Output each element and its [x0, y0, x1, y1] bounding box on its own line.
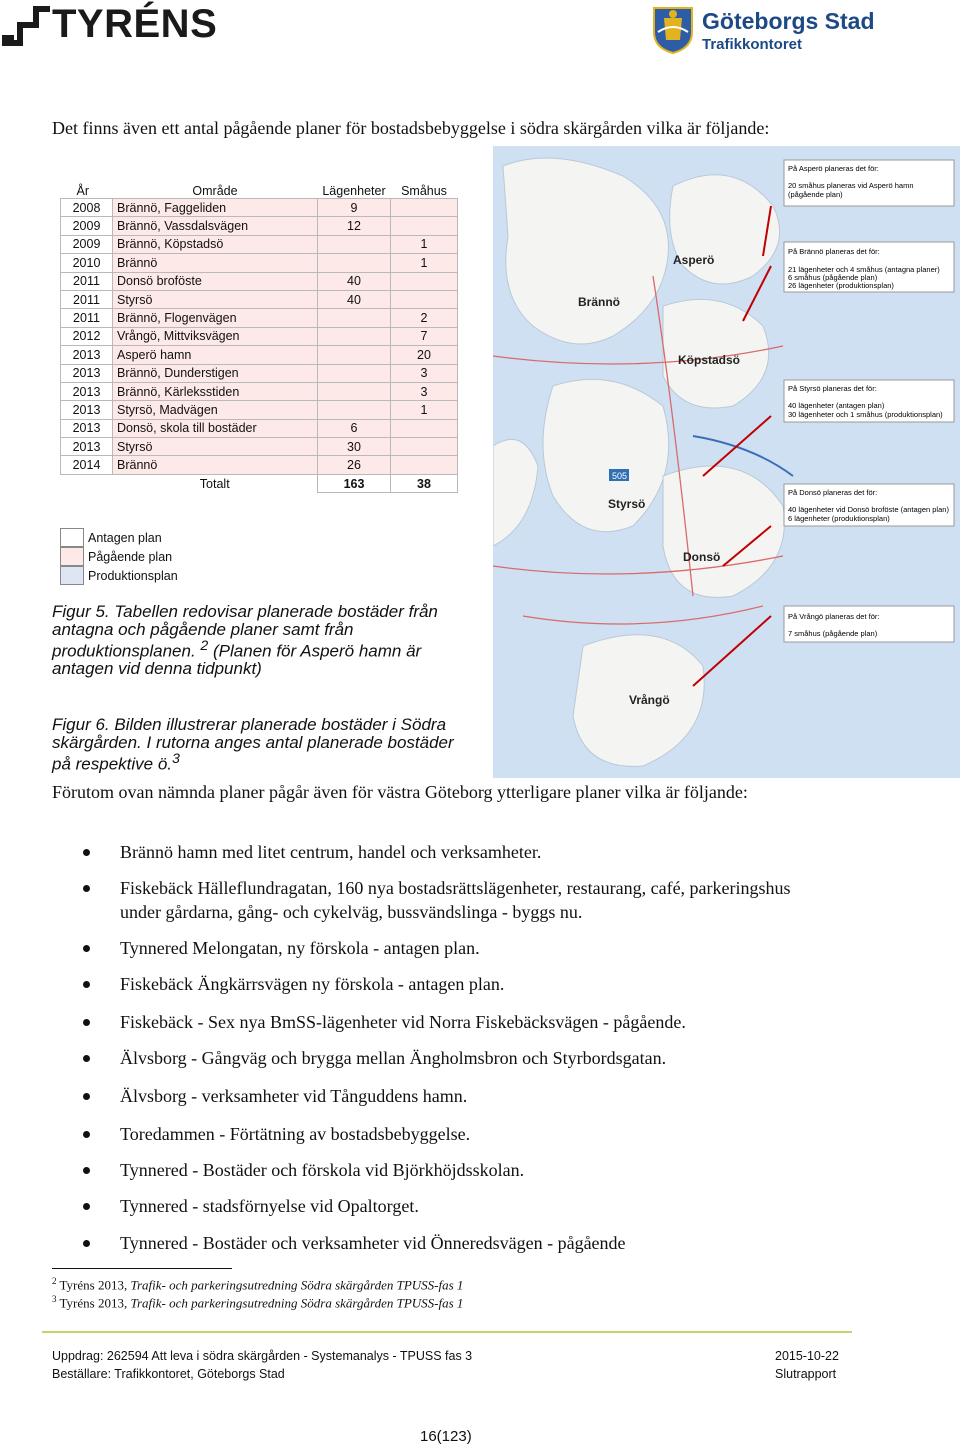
table-row	[61, 199, 458, 217]
page-number: 16(123)	[420, 1428, 472, 1445]
cell-apartments	[318, 382, 391, 400]
bullet-icon	[83, 1093, 90, 1100]
cell-area: Styrsö, Madvägen	[113, 401, 318, 419]
svg-text:På Styrsö planeras det för:: På Styrsö planeras det för:	[788, 384, 877, 393]
list-item-text: Toredammen - Förtätning av bostadsbebyggelse.	[120, 1124, 471, 1144]
list-item-text: Fiskebäck - Sex nya BmSS-lägenheter vid Norra Fiskebäcksvägen - pågående.	[120, 1012, 686, 1032]
svg-text:30 lägenheter och 1 småhus (pr: 30 lägenheter och 1 småhus (produktionsplan)	[788, 410, 943, 419]
figure-5-caption: Figur 5. Tabellen redovisar planerade bostäder från antagna och pågående planer samt från produktionsplanen. $^2$ (Planen för Asperö hamn är antagen vid denna tidpunkt)	[52, 602, 438, 679]
cell-apartments: 40	[318, 290, 391, 308]
footer-date: 2015-10-22	[775, 1349, 839, 1363]
tyrens-wordmark: TYRÉNS	[52, 2, 218, 46]
tyrens-mark-icon	[2, 3, 52, 53]
table-row	[61, 438, 458, 456]
table-row	[61, 217, 458, 235]
cell-houses: 2	[391, 309, 458, 327]
list-item-text: Älvsborg - Gångväg och brygga mellan Ängholmsbron och Styrbordsgatan.	[120, 1048, 667, 1068]
cell-area: Brännö, Köpstadsö	[113, 235, 318, 253]
goteborgs-stad-logo	[650, 2, 950, 58]
bullet-icon	[83, 981, 90, 988]
cell-year: 2008	[61, 199, 113, 217]
cell-year: 2014	[61, 456, 113, 474]
cell-houses: 7	[391, 327, 458, 345]
cell-apartments	[318, 235, 391, 253]
info-box-donso	[784, 484, 954, 526]
legend-swatch	[60, 547, 84, 566]
tyrens-logo	[0, 0, 230, 56]
cell-apartments: 9	[318, 199, 391, 217]
svg-text:7 småhus (pågående plan): 7 småhus (pågående plan)	[788, 629, 878, 638]
bullet-icon	[83, 885, 90, 892]
table-row	[61, 456, 458, 474]
cell-area: Styrsö	[113, 290, 318, 308]
legend-swatch	[60, 566, 84, 585]
cell-year: 2009	[61, 217, 113, 235]
cell-area: Donsö broföste	[113, 272, 318, 290]
cell-apartments	[318, 254, 391, 272]
cell-apartments: 12	[318, 217, 391, 235]
cell-year: 2010	[61, 254, 113, 272]
info-box-aspero	[784, 160, 954, 206]
svg-text:På Vrångö planeras det för:: På Vrångö planeras det för:	[788, 612, 880, 621]
cell-houses: 3	[391, 364, 458, 382]
table-row	[61, 309, 458, 327]
table-row	[61, 346, 458, 364]
cell-year: 2009	[61, 235, 113, 253]
table-row	[61, 254, 458, 272]
svg-text:40 lägenheter vid Donsö brofös: 40 lägenheter vid Donsö broföste (antagen plan)	[788, 505, 949, 514]
archipelago-map	[493, 146, 960, 778]
figure-6-caption: Figur 6. Bilden illustrerar planerade bostäder i Södra skärgården. I rutorna anges antal planerade bostäder på respektive ö.$^3$	[52, 715, 454, 774]
cell-houses: 20	[391, 346, 458, 364]
list-item-text: Tynnered Melongatan, ny förskola - antagen plan.	[120, 938, 480, 958]
cell-houses: 1	[391, 235, 458, 253]
paragraph-2: Förutom ovan nämnda planer pågår även för västra Göteborg ytterligare planer vilka är följande:	[52, 782, 748, 802]
bullet-icon	[83, 1167, 90, 1174]
cell-year: 2011	[61, 309, 113, 327]
table-row	[61, 272, 458, 290]
cell-apartments: 26	[318, 456, 391, 474]
city-crest-icon	[650, 2, 696, 54]
total-label: Totalt	[199, 476, 230, 491]
svg-text:På Asperö planeras det för:: På Asperö planeras det för:	[788, 164, 879, 173]
cell-apartments	[318, 309, 391, 327]
table-row	[61, 419, 458, 437]
col-houses: Småhus	[401, 184, 447, 198]
cell-apartments	[318, 401, 391, 419]
legend-swatch	[60, 528, 84, 547]
cell-houses	[391, 438, 458, 456]
label-styrso: Styrsö	[608, 497, 646, 511]
footnote-2: $^2$ Tyréns 2013, Trafik- och parkeringsutredning Södra skärgården TPUSS-fas 1	[52, 1276, 464, 1293]
cell-area: Styrsö	[113, 438, 318, 456]
bullet-icon	[83, 1131, 90, 1138]
svg-text:På Brännö planeras det för:: På Brännö planeras det för:	[788, 247, 880, 256]
svg-text:(pågående plan): (pågående plan)	[788, 190, 843, 199]
cell-year: 2011	[61, 272, 113, 290]
info-box-styrso	[784, 380, 954, 422]
svg-text:6 lägenheter (produktionsplan): 6 lägenheter (produktionsplan)	[788, 514, 890, 523]
list-item-text: Fiskebäck Ängkärrsvägen ny förskola - antagen plan.	[120, 974, 505, 994]
bullet-icon	[83, 1019, 90, 1026]
cell-apartments: 6	[318, 419, 391, 437]
cell-area: Brännö, Kärleksstiden	[113, 382, 318, 400]
footer-rule	[42, 1331, 852, 1333]
cell-apartments: 30	[318, 438, 391, 456]
label-donso: Donsö	[683, 550, 721, 564]
table-row	[61, 327, 458, 345]
label-kopstadso: Köpstadsö	[678, 353, 741, 367]
cell-year: 2013	[61, 382, 113, 400]
bullet-icon	[83, 945, 90, 952]
bullet-icon	[83, 1240, 90, 1247]
cell-houses	[391, 456, 458, 474]
cell-area: Brännö, Dunderstigen	[113, 364, 318, 382]
table-legend	[60, 528, 178, 585]
cell-year: 2013	[61, 364, 113, 382]
table-row	[61, 382, 458, 400]
footer-report: Slutrapport	[775, 1367, 837, 1381]
svg-text:6 småhus (pågående plan): 6 småhus (pågående plan)	[788, 273, 878, 282]
label-vrango: Vrångö	[629, 693, 670, 707]
gs-subtitle: Trafikkontoret	[702, 36, 803, 53]
total-houses: 38	[391, 474, 458, 492]
label-road: 505	[612, 471, 628, 481]
cell-area: Asperö hamn	[113, 346, 318, 364]
info-box-vrango	[784, 606, 954, 642]
col-apartments: Lägenheter	[322, 184, 386, 198]
footer-client: Beställare: Trafikkontoret, Göteborgs Stad	[52, 1367, 285, 1381]
table-row	[61, 290, 458, 308]
col-year: År	[76, 184, 89, 198]
cell-houses	[391, 419, 458, 437]
cell-apartments	[318, 364, 391, 382]
footnote-3: $^3$ Tyréns 2013, Trafik- och parkeringsutredning Södra skärgården TPUSS-fas 1	[52, 1294, 464, 1311]
cell-houses	[391, 272, 458, 290]
cell-area: Brännö, Faggeliden	[113, 199, 318, 217]
list-item-text: Tynnered - Bostäder och förskola vid Björkhöjdsskolan.	[120, 1160, 525, 1180]
cell-year: 2012	[61, 327, 113, 345]
cell-year: 2013	[61, 346, 113, 364]
svg-text:21 lägenheter och 4 småhus (an: 21 lägenheter och 4 småhus (antagna planer)	[788, 265, 940, 274]
svg-text:40 lägenheter (antagen plan): 40 lägenheter (antagen plan)	[788, 401, 885, 410]
cell-houses	[391, 199, 458, 217]
table-row	[61, 235, 458, 253]
gs-title: Göteborgs Stad	[702, 8, 875, 34]
cell-year: 2013	[61, 438, 113, 456]
cell-year: 2011	[61, 290, 113, 308]
cell-apartments: 40	[318, 272, 391, 290]
list-item-text: Tynnered - Bostäder och verksamheter vid Önneredsvägen - pågående	[120, 1233, 626, 1253]
table-row	[61, 401, 458, 419]
housing-plan-table	[60, 178, 458, 493]
cell-area: Brännö, Vassdalsvägen	[113, 217, 318, 235]
cell-houses: 1	[391, 254, 458, 272]
label-branno: Brännö	[578, 295, 620, 309]
svg-text:26 lägenheter (produktionsplan: 26 lägenheter (produktionsplan)	[788, 281, 894, 290]
svg-text:20 småhus planeras vid Asperö: 20 småhus planeras vid Asperö hamn	[788, 181, 914, 190]
cell-houses	[391, 290, 458, 308]
list-item-text: Brännö hamn med litet centrum, handel och verksamheter.	[120, 842, 542, 862]
label-aspero: Asperö	[673, 253, 715, 267]
cell-houses: 3	[391, 382, 458, 400]
info-box-branno	[784, 242, 954, 292]
cell-year: 2013	[61, 401, 113, 419]
footer-assignment: Uppdrag: 262594 Att leva i södra skärgården - Systemanalys - TPUSS fas 3	[52, 1349, 473, 1363]
bullet-icon	[83, 1055, 90, 1062]
svg-text:På Donsö planeras det för:: På Donsö planeras det för:	[788, 488, 878, 497]
legend-item: Antagen plan	[60, 528, 178, 547]
cell-apartments	[318, 346, 391, 364]
intro-paragraph: Det finns även ett antal pågående planer för bostadsbebyggelse i södra skärgården vilka är följande:	[52, 118, 770, 138]
table-row	[61, 364, 458, 382]
cell-area: Brännö, Flogenvägen	[113, 309, 318, 327]
footnote-rule	[52, 1268, 232, 1269]
table-total-row	[61, 474, 458, 492]
list-item-text: Fiskebäck Hälleflundragatan, 160 nya bostadsrättslägenheter, restaurang, café, parkeringshus under gårdarna, gång- och cykelväg, bussvändslinga - byggs nu.	[120, 878, 791, 922]
cell-area: Vrångö, Mittviksvägen	[113, 327, 318, 345]
bullet-icon	[83, 849, 90, 856]
cell-area: Brännö	[113, 456, 318, 474]
legend-item: Pågående plan	[60, 547, 178, 566]
bullet-icon	[83, 1203, 90, 1210]
cell-area: Brännö	[113, 254, 318, 272]
table-header-row	[61, 178, 458, 199]
list-item-text: Älvsborg - verksamheter vid Tånguddens hamn.	[120, 1086, 468, 1106]
cell-apartments	[318, 327, 391, 345]
list-item-text: Tynnered - stadsförnyelse vid Opaltorget.	[120, 1196, 419, 1216]
cell-area: Donsö, skola till bostäder	[113, 419, 318, 437]
legend-item: Produktionsplan	[60, 566, 178, 585]
cell-houses	[391, 217, 458, 235]
col-area: Område	[192, 184, 238, 198]
cell-year: 2013	[61, 419, 113, 437]
cell-houses: 1	[391, 401, 458, 419]
total-apartments: 163	[318, 474, 391, 492]
